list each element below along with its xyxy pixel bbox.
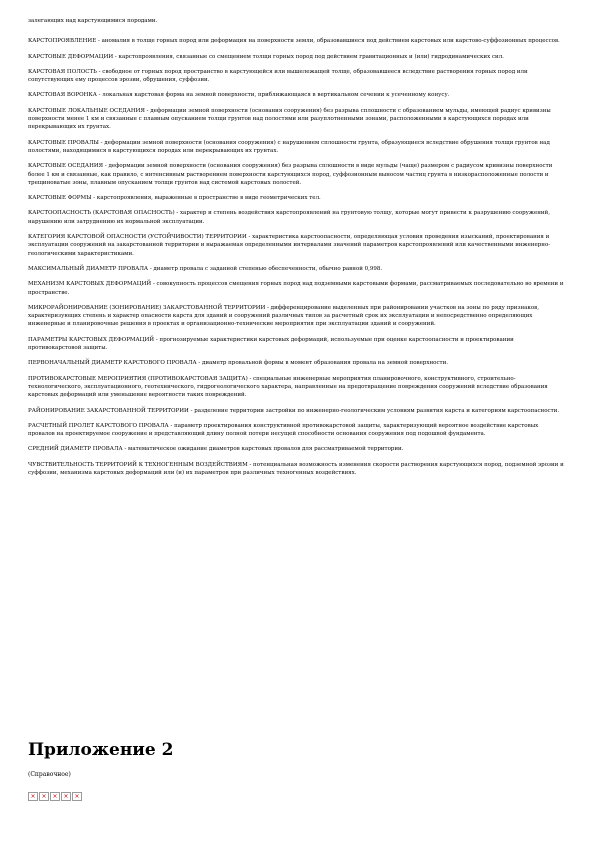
definition-entry: залегающих над карстующимися породами. (28, 18, 158, 24)
definition-entry: МАКСИМАЛЬНЫЙ ДИАМЕТР ПРОВАЛА - диаметр провала с заданной степенью обеспеченности, обычно равной 0,998. (28, 265, 383, 272)
definition-entry: КАРСТОВЫЕ ЛОКАЛЬНЫЕ ОСЕДАНИЯ - деформации земной поверхности (основания сооружения) без разрыва сплошности с образованием мульды, имеющей радиус кривизны поверхности менее 1 км и связанные с плавным опусканием толщи грунтов над полостями или разуплотненными зонами, расположенными в карстующихся породах или перекрывающих их грунтах. (28, 107, 551, 131)
broken-image-icon[interactable]: × (61, 792, 71, 801)
definition-entry: КАРСТОВЫЕ ФОРМЫ - карстопроявления, выраженные в пространстве в виде геометрических тел. (28, 195, 321, 202)
definitions-list (28, 17, 565, 484)
broken-image-icon[interactable]: × (28, 792, 38, 801)
definition-entry: СРЕДНИЙ ДИАМЕТР ПРОВАЛА - математическое ожидание диаметров карстовых провалов для рассматриваемой территории. (28, 446, 404, 453)
definition-entry: КАРСТОВАЯ ВОРОНКА - локальная карстовая форма на земной поверхности, приближающаяся в вертикальном сечении к усеченному конусу. (28, 92, 450, 99)
definition-entry: РАЙОНИРОВАНИЕ ЗАКАРСТОВАННОЙ ТЕРРИТОРИИ - разделение территории застройки по инженерно-геологическим условиям развития карста и категориям карстоопасности. (28, 407, 560, 414)
definition-entry: ПАРАМЕТРЫ КАРСТОВЫХ ДЕФОРМАЦИЙ - прогнозируемые характеристики карстовых деформаций, используемые при оценке карстоопасности и проектировании противокарстовой защиты. (28, 336, 514, 352)
definition-entry: МИКРОРАЙОНИРОВАНИЕ (ЗОНИРОВАНИЕ) ЗАКАРСТОВАННОЙ ТЕРРИТОРИИ - дифференцирование выделенных при районировании участков на зоны по ряду признаков, характеризующих степень и характер опасности карста для зданий и сооружений различных типов за расчетный срок их эксплуатации и непосредственно определяющих инженерные и планировочные решения в проектах и организационно-технические мероприятия при эксплуатации зданий и сооружений. (28, 304, 540, 328)
broken-image-icon[interactable]: × (39, 792, 49, 801)
definition-entry: КАРСТОВЫЕ ПРОВАЛЫ - деформации земной поверхности (основания сооружения) с нарушением сплошности грунта, образующиеся вследствие обрушения толщи грунтов над полостями, находящимися в карстующихся породах или перекрывающих их грунтах. (28, 139, 550, 154)
definition-entry: РАСЧЕТНЫЙ ПРОЛЕТ КАРСТОВОГО ПРОВАЛА - параметр проектирования конструктивной противокарстовой защиты, характеризующий вероятное воздействие карстовых провалов на проектируемое сооружение и представляющий длину полной потери несущей способности основания сооружения под подошвой фундамента. (28, 422, 539, 438)
marker-icon-row (28, 792, 82, 801)
definition-entry: КАРСТООПАСНОСТЬ (КАРСТОВАЯ ОПАСНОСТЬ) - характер и степень воздействия карстопроявлений на грунтовую толщу, которые могут привести к разрушению сооружений, нарушению или затруднению их нормальной эксплуатации. (28, 210, 550, 225)
definition-entry: КАРСТОВЫЕ ОСЕДАНИЯ - деформации земной поверхности (основания сооружения) без разрыва сплошности в виде мульды (чаще) размером с радиусом кривизны поверхности более 1 км и связанные, как правило, с интенсивным растворением поверхности карстующихся пород, суффозионным выносом частиц грунта в низкорасположенные полости и трещиноватые зоны, плавным опусканием толщи грунтов над системой карстовых полостей. (28, 163, 553, 186)
definition-entry: ПРОТИВОКАРСТОВЫЕ МЕРОПРИЯТИЯ (ПРОТИВОКАРСТОВАЯ ЗАЩИТА) - специальные инженерные мероприятия планировочного, конструктивного, строительно-технологического, эксплуатационного, геотехнического, гидрогеологического характера, направленные на предотвращение повреждения сооружений вследствие образования карстовых деформаций или уменьшение вероятности таких повреждений. (28, 375, 548, 399)
appendix-subtitle: (Справочное) (28, 771, 71, 778)
definition-entry: КАРСТОВЫЕ ДЕФОРМАЦИИ - карстопроявления, связанные со смещением толщи горных пород под действием гравитационных и (или) гидродинамических сил. (28, 53, 504, 60)
definition-entry: ПЕРВОНАЧАЛЬНЫЙ ДИАМЕТР КАРСТОВОГО ПРОВАЛА - диаметр провальной формы в момент образования провала на земной поверхности. (28, 360, 448, 367)
broken-image-icon[interactable]: × (72, 792, 82, 801)
definition-entry: МЕХАНИЗМ КАРСТОВЫХ ДЕФОРМАЦИЙ - совокупность процессов смещения горных пород над подземными карстовыми формами, рассматриваемых последовательно во времени и пространстве. (28, 281, 564, 296)
definition-entry: КАТЕГОРИЯ КАРСТОВОЙ ОПАСНОСТИ (УСТОЙЧИВОСТИ) ТЕРРИТОРИИ - характеристика карстоопасности, определяющая условия проведения изысканий, проектирования и эксплуатации сооружений на закарстованной территории и выражаемая определенными интервалами значений параметров карстопроявлений или качественными инженерно-геологическими характеристиками. (28, 234, 551, 257)
appendix-heading: Приложение 2 (28, 740, 174, 760)
definition-entry: ЧУВСТВИТЕЛЬНОСТЬ ТЕРРИТОРИЙ К ТЕХНОГЕННЫМ ВОЗДЕЙСТВИЯМ - потенциальная возможность изменения скорости растворения карстующихся пород, подземной эрозии и суффозии, механизма карстовых деформаций или (и) их параметров при различных техногенных воздействиях. (28, 461, 564, 476)
definition-entry: КАРСТОПРОЯВЛЕНИЕ - аномалия в толще горных пород или деформация на поверхности земли, образовавшиеся под действием карстовых или карстово-суффозионных процессов. (28, 38, 560, 45)
broken-image-icon[interactable]: × (50, 792, 60, 801)
definition-entry: КАРСТОВАЯ ПОЛОСТЬ - свободное от горных пород пространство в карстующейся или вышележащей толще, образовавшееся вследствие растворения горных пород или сопутствующих ему процессов эрозии, обрушения, суффозии. (28, 68, 528, 84)
